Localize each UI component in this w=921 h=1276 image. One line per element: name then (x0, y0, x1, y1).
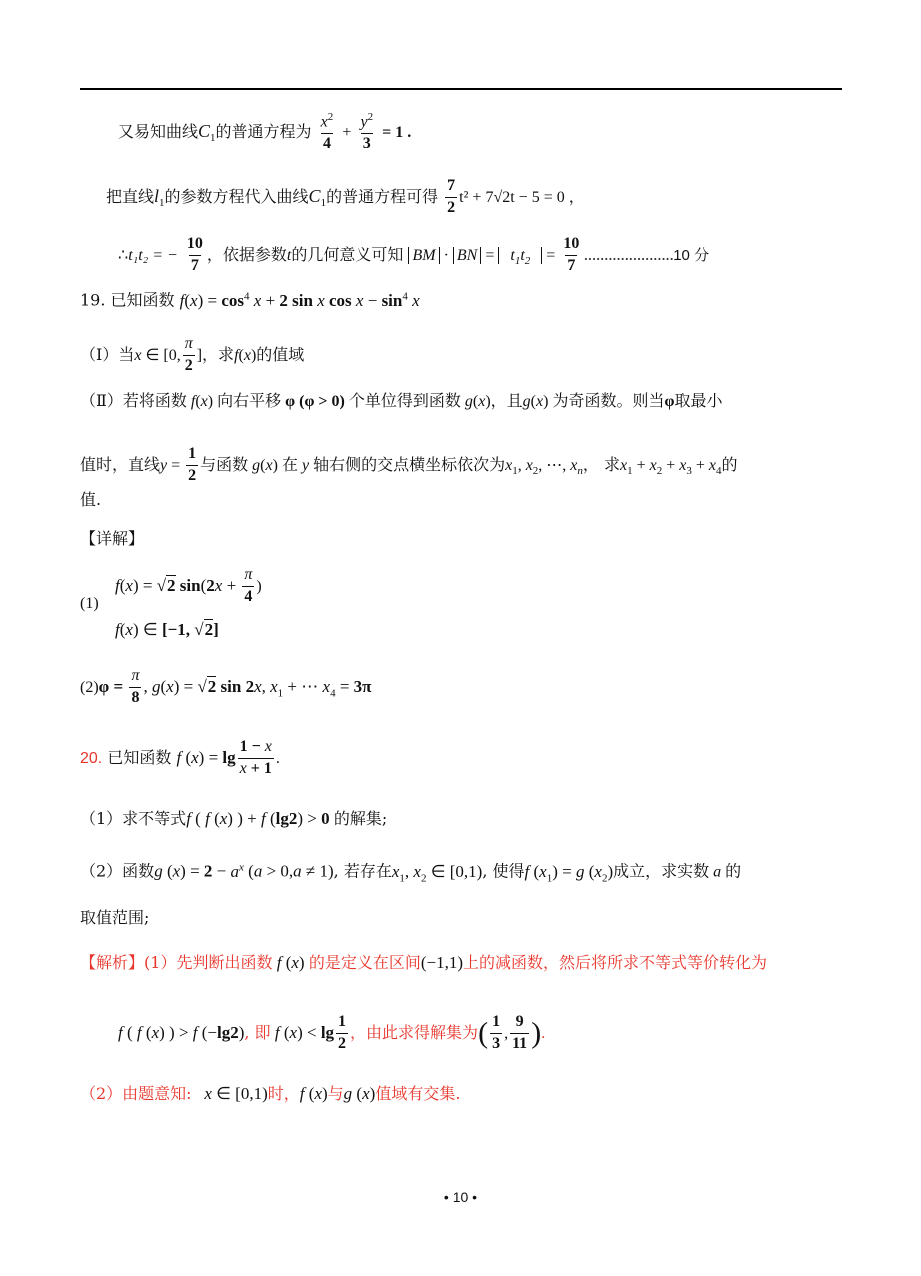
text: 的普通方程可得 (326, 186, 439, 206)
text: ，且 (490, 391, 523, 410)
text: 值时，直线 (80, 454, 161, 474)
text-line-1: 又易知曲线$C_1$的普通方程为 $\frac{x^2}{4}$ + $\frac{y^2}{3}$ = 1 . (118, 111, 412, 153)
q20-part2-cont (80, 910, 149, 926)
fraction: $\frac{9}{11}$ (512, 1013, 528, 1052)
q19-stem: 19. 已知函数 $f(x) = \cos^4 x + 2$ sin x $\cos x - \sin^4 x$ (80, 290, 420, 310)
text: 值. (80, 490, 102, 509)
text: 又易知曲线 (118, 121, 199, 141)
text: （2）由题意知: (80, 1084, 192, 1103)
page-number: • 10 • (443, 1189, 478, 1205)
fraction: $\frac{1}{3}$ (492, 1013, 501, 1052)
text: 的参数方程代入曲线 (164, 186, 309, 206)
q20-part1: （1）求不等式f ( f (x) ) + f (lg2) > 0 的解集; (80, 809, 388, 828)
text: 上的减函数，然后将所求不等式等价转化为 (463, 953, 768, 972)
equation-part: t² + 7√2t − 5 = 0 ， (459, 188, 585, 206)
text: 把直线 (106, 186, 155, 206)
detail-heading (80, 531, 144, 547)
fraction: $\frac{1}{2}$ (338, 1013, 347, 1052)
q19-part2-cont: 值时，直线y = $\frac{1}{2}$ 与函数 g(x) 在 y 轴右侧的交点横坐标依次为$x_1$, $x_2$, ⋯, $x_n$， 求$x_1 + x_2 + x_3 + x_4$的 (80, 445, 738, 484)
fraction: $\frac{1 - x}{x + 1}$ (239, 738, 272, 777)
q19-part2-end (80, 492, 101, 508)
text: 与函数 (200, 454, 249, 474)
text: 19. 已知函数 (80, 290, 175, 310)
text: 为奇函数。则当 (552, 391, 665, 410)
text: 的是定义在区间 (308, 953, 421, 972)
text: 向右平移 (217, 391, 282, 410)
text: 的 (725, 861, 742, 881)
text: (1）先判断出函数 (144, 953, 273, 972)
text: （1）求不等式 (80, 809, 187, 828)
header-rule (80, 88, 842, 90)
text: 的几何意义可知 (291, 244, 404, 264)
dot-leader: ...................... (583, 244, 674, 264)
q20-part2: （2）函数g $(x) = 2 - a^x$ (a > 0,a ≠ 1), 若存在$x_1$, $x_2$ ∈ [0,1), 使得f $(x_1) = g$ $(x_2)$成立，求实数 a 的 (80, 861, 742, 885)
detail-1-label (80, 595, 99, 612)
analysis-line-1: 【解析】(1）先判断出函数 f (x) 的是定义在区间(−1,1)上的减函数，然后将所求不等式等价转化为 (80, 953, 768, 972)
text-line-2: 把直线$l_1$的参数方程代入曲线$C_1$的普通方程可得 $\frac{7}{2}$ t² + 7√2t − 5 = 0 ， (106, 177, 585, 216)
text: , 若存在 (333, 861, 392, 881)
text: , 使得 (482, 861, 525, 881)
equation-part: = 1 . (382, 123, 412, 141)
analysis-line-2: f ( f (x) ) > f (−lg2), 即 f (x) < lg $\frac{1}{2}$ ，由此求得解集为( $\frac{1}{3}$ , $\frac{9}{11}$ ). (118, 1013, 546, 1052)
text: 取值范围; (80, 908, 150, 927)
text: ， 求 (582, 454, 620, 474)
therefore-symbol: ∴ (118, 246, 129, 264)
text: 的值域 (256, 344, 305, 364)
math-symbol: l (154, 185, 160, 206)
q20-stem: 20. 已知函数 f (x) = lg $\frac{1 - x}{x + 1}$ . (80, 738, 280, 777)
detail-2: (2)φ = $\frac{\pi}{8}$ , g(x) = √2 sin 2x, $x_1$ + ⋯ $x_4 = 3\pi$ (80, 667, 372, 706)
fraction: $\frac{\pi}{2}$ (184, 335, 193, 374)
text: 在 (281, 454, 298, 474)
fraction: $\frac{10}{7}$ (563, 235, 580, 274)
text: 轴右侧的交点横坐标依次为 (313, 454, 506, 474)
detail-1-eq1: f(x) = √2 sin(2x + $\frac{\pi}{4}$ ) (115, 566, 262, 605)
text: 与 (327, 1084, 344, 1103)
fraction: $\frac{\pi}{4}$ (244, 566, 253, 605)
analysis-line-3: （2）由题意知: x ∈ [0,1)时，f (x)与g (x)值域有交集. (80, 1084, 461, 1103)
text: （Ⅱ）若将函数 (80, 391, 187, 410)
text: 的普通方程为 (215, 121, 312, 141)
text: 值域有交集. (375, 1084, 461, 1103)
fraction: $\frac{y^2}{3}$ (360, 111, 374, 153)
equation-part: t₁t₂ = − (128, 246, 178, 264)
detail-1-eq2: f(x) ∈ [−1, √2] (115, 620, 219, 639)
text: （2）函数 (80, 861, 155, 881)
analysis-tag: 【解析】 (80, 953, 145, 972)
text: 时， (267, 1084, 300, 1103)
q19-part2: （Ⅱ）若将函数 f(x) 向右平移 φ (φ > 0) 个单位得到函数 g(x)，且g(x) 为奇函数。则当φ取最小 (80, 391, 723, 410)
text: (2) (80, 678, 99, 696)
text: , 即 (244, 1022, 271, 1042)
fraction: $\frac{\pi}{8}$ (131, 667, 140, 706)
fraction: $\frac{x^2}{4}$ (320, 111, 334, 153)
text: 已知函数 (107, 747, 172, 767)
text: 【详解】 (80, 529, 145, 548)
math-subscript: 1 (210, 132, 216, 145)
text: 的 (721, 454, 738, 474)
text-line-3: ∴t₁t₂ = − $\frac{10}{7}$ ，依据参数t的几何意义可知 BM · BN = $t_1t_2$ = $\frac{10}{7}$ ......................10 分 (118, 235, 710, 274)
text: ，依据参数 (206, 244, 287, 264)
text: (1) (80, 595, 99, 612)
text: 个单位得到函数 (348, 391, 461, 410)
text: 成立，求实数 (613, 861, 710, 881)
fraction: $\frac{7}{2}$ (447, 177, 456, 216)
score-label: 10 分 (673, 246, 710, 264)
text: （Ⅰ）当 (80, 344, 135, 364)
question-number: 20. (80, 749, 103, 767)
text: 取最小 (674, 391, 723, 410)
math-symbol: C (198, 120, 211, 141)
text: ，由此求得解集为 (350, 1022, 479, 1042)
q19-part1: （Ⅰ）当x ∈ [0, $\frac{\pi}{2}$ ]，求f(x)的值域 (80, 335, 305, 374)
text: 的解集; (333, 809, 388, 828)
fraction: $\frac{10}{7}$ (186, 235, 203, 274)
fraction: $\frac{1}{2}$ (188, 445, 197, 484)
text: ，求 (202, 344, 235, 364)
